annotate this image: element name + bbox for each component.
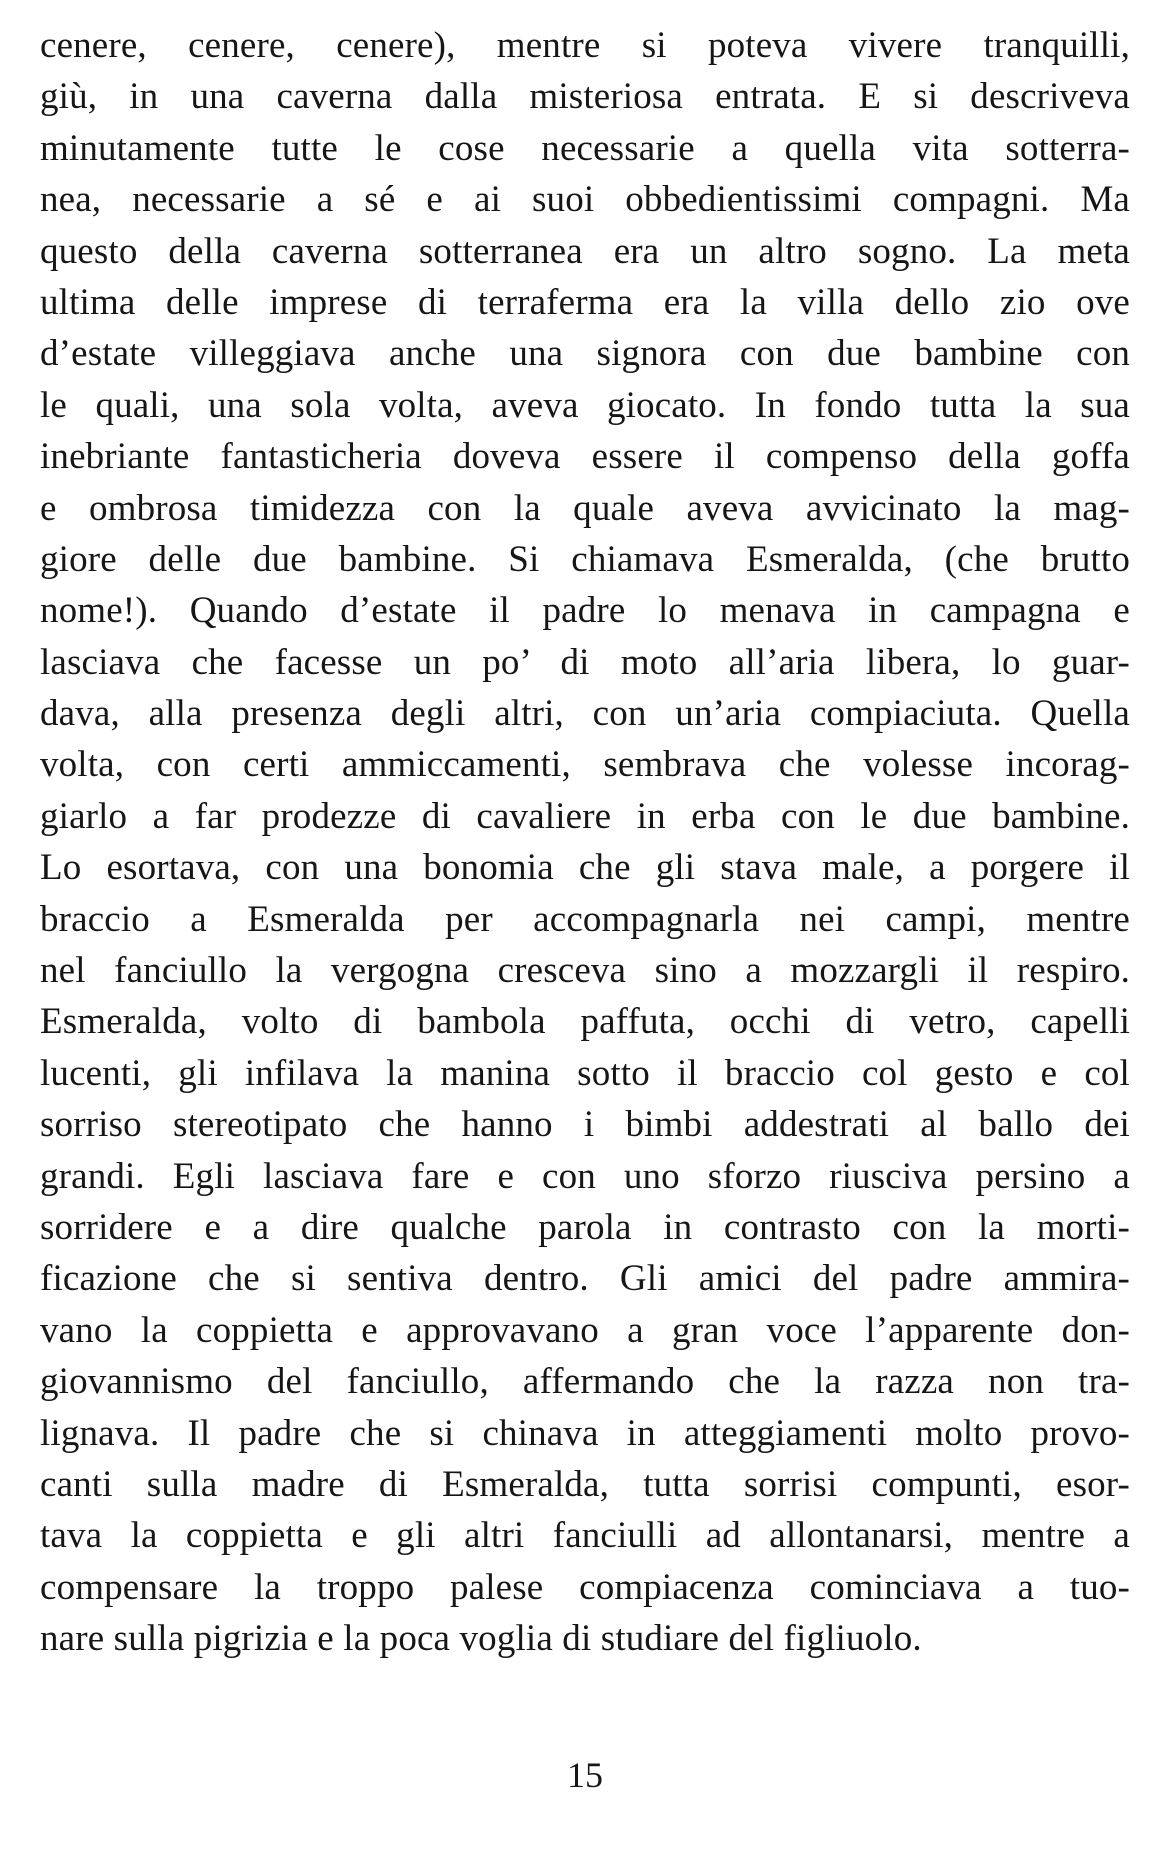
- text-line: canti sulla madre di Esmeralda, tutta sorrisi compunti, esor-: [40, 1463, 1130, 1505]
- text-line: minutamente tutte le cose necessarie a quella vita sotterra-: [40, 127, 1130, 169]
- text-line: sorriso stereotipato che hanno i bimbi addestrati al ballo dei: [40, 1104, 1130, 1146]
- text-line: lignava. Il padre che si chinava in atteggiamenti molto provo-: [40, 1412, 1130, 1454]
- text-line: nea, necessarie a sé e ai suoi obbedientissimi compagni. Ma: [40, 179, 1130, 221]
- text-line-last: nare sulla pigrizia e la poca voglia di studiare del figliuolo.: [40, 1618, 922, 1660]
- text-line: volta, con certi ammiccamenti, sembrava che volesse incorag-: [40, 744, 1130, 786]
- text-line: giarlo a far prodezze di cavaliere in erba con le due bambine.: [40, 795, 1130, 837]
- text-line: giore delle due bambine. Si chiamava Esmeralda, (che brutto: [40, 538, 1130, 580]
- text-line: ultima delle imprese di terraferma era la villa dello zio ove: [40, 281, 1130, 323]
- text-line: dava, alla presenza degli altri, con un’aria compiaciuta. Quella: [40, 693, 1130, 735]
- body-text: [40, 20, 1130, 1665]
- text-line: d’estate villeggiava anche una signora con due bambine con: [40, 333, 1130, 375]
- text-line: compensare la troppo palese compiacenza cominciava a tuo-: [40, 1566, 1130, 1608]
- text-line: giù, in una caverna dalla misteriosa entrata. E si descriveva: [40, 76, 1130, 118]
- text-line: nome!). Quando d’estate il padre lo menava in campagna e: [40, 590, 1130, 632]
- text-line: Esmeralda, volto di bambola paffuta, occhi di vetro, capelli: [40, 1001, 1130, 1043]
- text-line: vano la coppietta e approvavano a gran voce l’apparente don-: [40, 1309, 1130, 1351]
- text-line: braccio a Esmeralda per accompagnarla nei campi, mentre: [40, 898, 1130, 940]
- text-line: lasciava che facesse un po’ di moto all’aria libera, lo guar-: [40, 641, 1130, 683]
- text-line: questo della caverna sotterranea era un altro sogno. La meta: [40, 230, 1130, 272]
- text-line: e ombrosa timidezza con la quale aveva avvicinato la mag-: [40, 487, 1130, 529]
- text-line: giovannismo del fanciullo, affermando che la razza non tra-: [40, 1361, 1130, 1403]
- text-line: le quali, una sola volta, aveva giocato. In fondo tutta la sua: [40, 384, 1130, 426]
- text-line: nel fanciullo la vergogna cresceva sino a mozzargli il respiro.: [40, 950, 1130, 992]
- text-line: inebriante fantasticheria doveva essere il compenso della goffa: [40, 436, 1130, 478]
- text-line: sorridere e a dire qualche parola in contrasto con la morti-: [40, 1206, 1130, 1248]
- page-number: 15: [567, 1755, 603, 1795]
- text-line: cenere, cenere, cenere), mentre si poteva vivere tranquilli,: [40, 25, 1130, 66]
- text-line: Lo esortava, con una bonomia che gli stava male, a porgere il: [40, 847, 1130, 889]
- text-line: tava la coppietta e gli altri fanciulli ad allontanarsi, mentre a: [40, 1515, 1130, 1557]
- text-line: lucenti, gli infilava la manina sotto il braccio col gesto e col: [40, 1052, 1130, 1094]
- text-line: ficazione che si sentiva dentro. Gli amici del padre ammira-: [40, 1258, 1130, 1300]
- text-line: grandi. Egli lasciava fare e con uno sforzo riusciva persino a: [40, 1155, 1130, 1197]
